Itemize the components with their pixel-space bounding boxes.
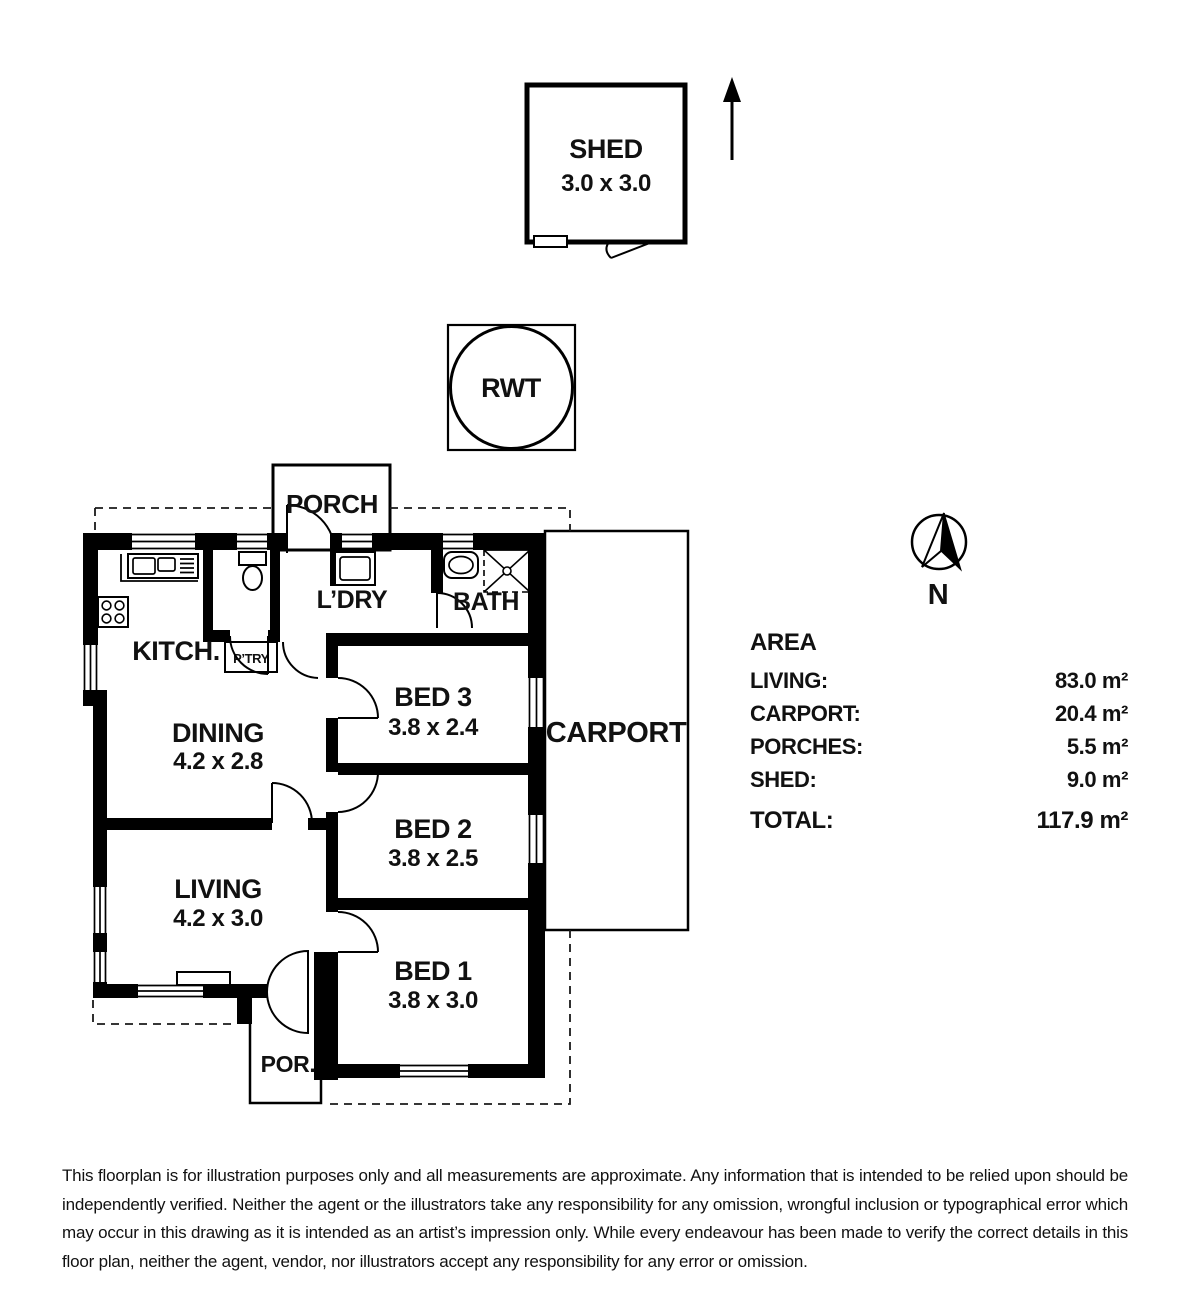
living-label: LIVING bbox=[174, 874, 262, 904]
window-living-south bbox=[138, 986, 203, 997]
window-bed2 bbox=[530, 815, 544, 863]
window-bed3 bbox=[530, 678, 544, 727]
dining-label: DINING bbox=[171, 718, 265, 748]
bath-basin-icon bbox=[444, 552, 478, 578]
shower-icon bbox=[484, 550, 530, 592]
window-kitchen bbox=[132, 535, 195, 549]
bed1-label: BED 1 bbox=[394, 956, 472, 986]
shed-opening bbox=[534, 236, 567, 247]
area-total-label: TOTAL: bbox=[750, 807, 834, 834]
rainwater-tank bbox=[448, 325, 575, 450]
area-row-label: CARPORT: bbox=[750, 701, 861, 726]
pantry bbox=[225, 642, 277, 672]
stove-icon bbox=[98, 597, 128, 627]
bed3-dims: 3.8 x 2.4 bbox=[388, 714, 478, 741]
dining-dims: 4.2 x 2.8 bbox=[173, 748, 263, 775]
area-row-label: PORCHES: bbox=[750, 734, 863, 759]
north-arrow-icon bbox=[723, 77, 741, 160]
bed3-door bbox=[338, 678, 378, 718]
area-row-label: LIVING: bbox=[750, 668, 828, 693]
window-living-2 bbox=[95, 952, 106, 982]
bed3-label: BED 3 bbox=[394, 682, 472, 712]
area-total-value: 117.9 m² bbox=[1036, 807, 1128, 834]
rear-porch-label: POR. bbox=[260, 1051, 316, 1077]
shed-dims: 3.0 x 3.0 bbox=[561, 170, 651, 197]
area-row-value: 5.5 m² bbox=[1066, 734, 1128, 759]
area-table bbox=[750, 629, 1128, 834]
bed2-dims: 3.8 x 2.5 bbox=[388, 845, 478, 872]
area-row-value: 83.0 m² bbox=[1054, 668, 1128, 693]
laundry-trough-icon bbox=[335, 552, 375, 585]
area-row-value: 20.4 m² bbox=[1054, 701, 1128, 726]
shed-label: SHED bbox=[569, 134, 643, 164]
bed1-dims: 3.8 x 3.0 bbox=[388, 987, 478, 1014]
compass-n-label: N bbox=[927, 579, 949, 611]
window-seat bbox=[177, 972, 230, 985]
disclaimer-text: This floorplan is for illustration purposes only and all measurements are approximate. Any information that is intended to be relied upon should be independently verified. Neither the agent or the illustrators take any responsibility for any omission, wrongful inclusion or typographical error which may occur in this drawing as it is intended as an artist’s impression only. While every endeavour has been made to verify the correct details in this floor plan, neither the agent, vendor, nor illustrators accept any responsibility for any error or omission. bbox=[62, 1166, 1128, 1271]
window-dining bbox=[85, 645, 97, 690]
area-row-label: SHED: bbox=[750, 767, 817, 792]
window-wc bbox=[237, 535, 267, 549]
compass-icon bbox=[912, 513, 966, 611]
area-title: AREA bbox=[750, 629, 817, 656]
rwt-label: RWT bbox=[481, 373, 541, 403]
front-door bbox=[267, 951, 308, 1033]
living-dims: 4.2 x 3.0 bbox=[173, 905, 263, 932]
bath-label: BATH bbox=[453, 588, 519, 616]
pantry-label: P’TRY bbox=[233, 651, 269, 666]
kitchen-label: KITCH. bbox=[132, 636, 220, 666]
laundry-label: L’DRY bbox=[316, 586, 388, 614]
bed2-door bbox=[338, 772, 378, 812]
living-hall-door bbox=[272, 783, 312, 823]
window-bed1-south bbox=[400, 1066, 468, 1077]
hall-laundry-door bbox=[283, 642, 318, 678]
sink-icon bbox=[128, 554, 198, 578]
porch-label: PORCH bbox=[286, 489, 378, 519]
toilet-icon bbox=[239, 552, 266, 590]
shed bbox=[527, 85, 685, 258]
window-living-1 bbox=[95, 887, 106, 933]
bed2-label: BED 2 bbox=[394, 814, 472, 844]
window-bath bbox=[443, 535, 473, 549]
bed1-door bbox=[338, 912, 378, 952]
area-row-value: 9.0 m² bbox=[1066, 767, 1128, 792]
carport-label: CARPORT bbox=[545, 717, 687, 749]
